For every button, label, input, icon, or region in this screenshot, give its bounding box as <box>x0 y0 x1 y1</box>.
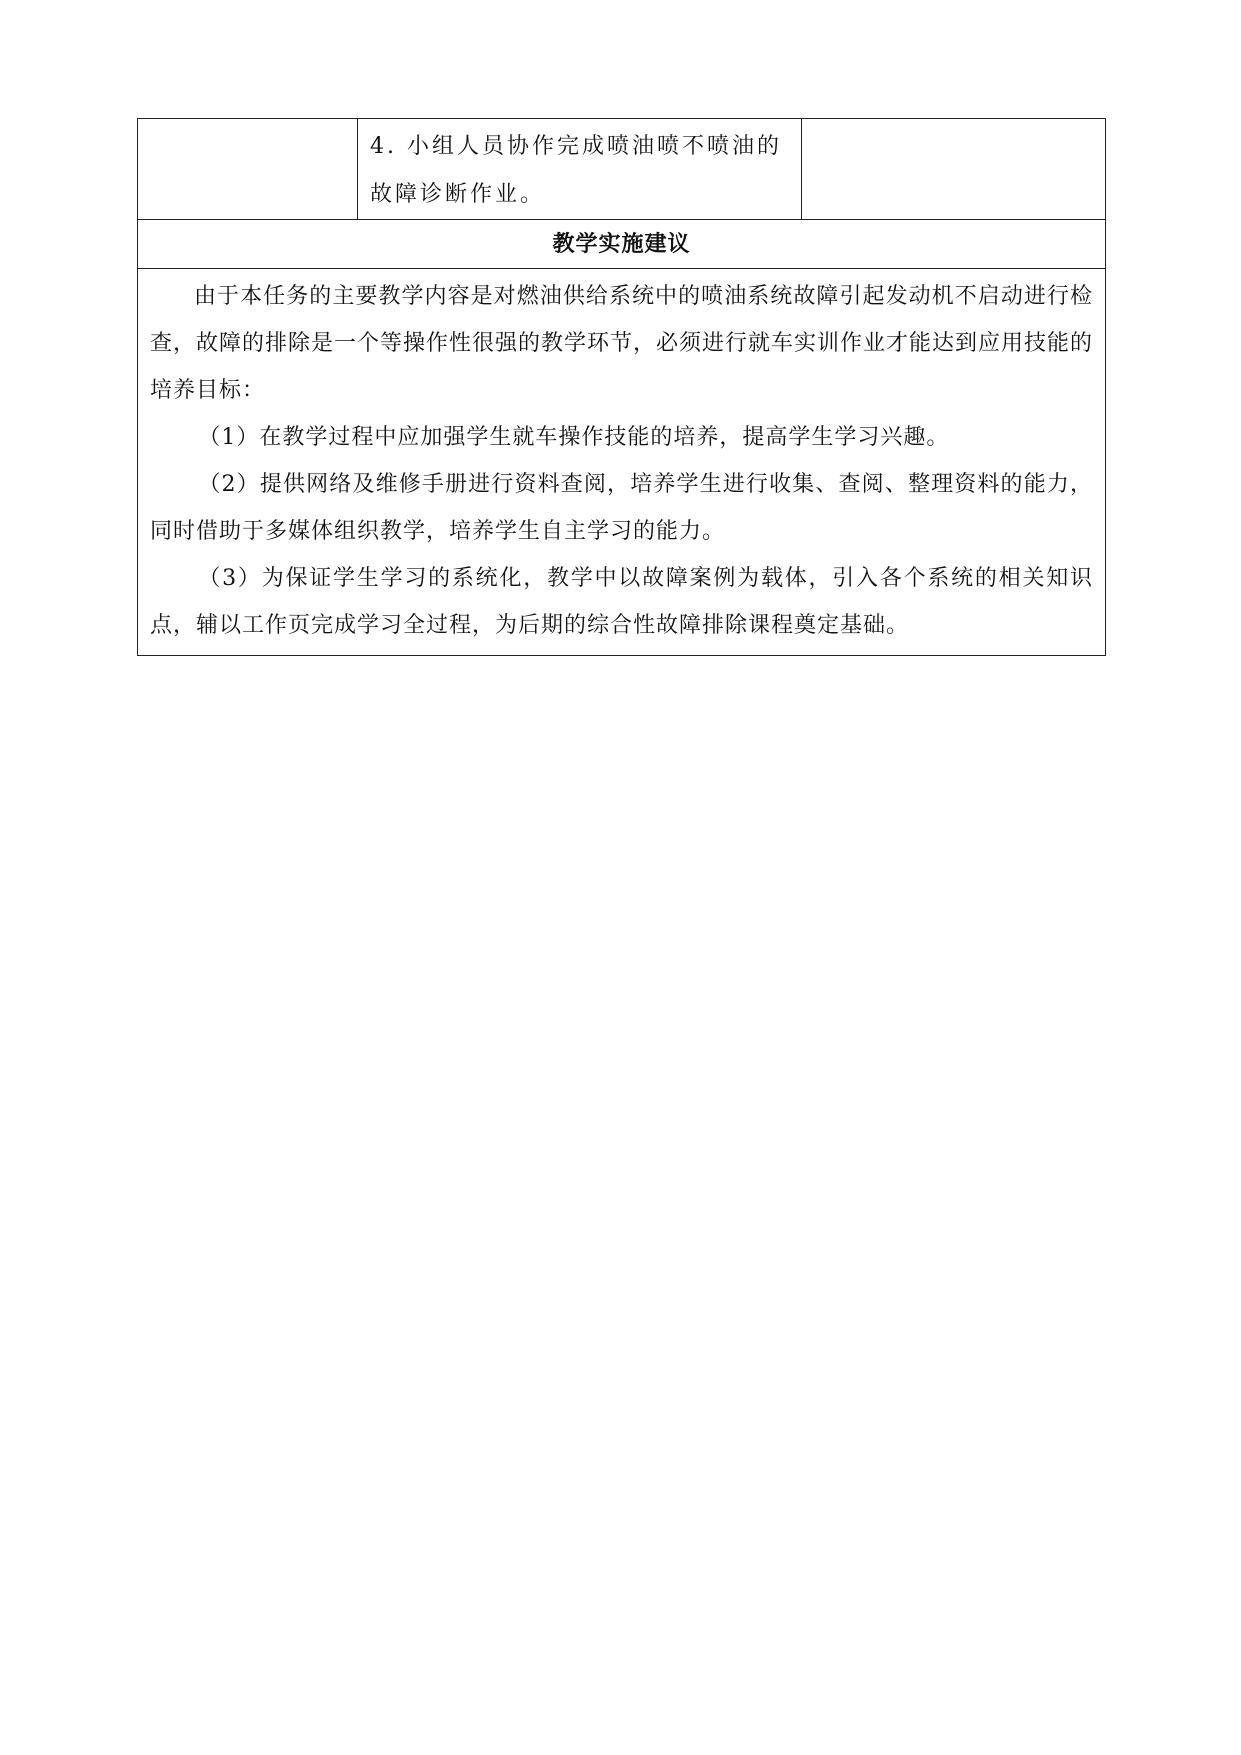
paragraph-item-2: （2）提供网络及维修手册进行资料查阅，培养学生进行收集、查阅、整理资料的能力，同时借助于多媒体组织教学，培养学生自主学习的能力。 <box>150 472 1093 544</box>
cell-text-right <box>802 119 1105 123</box>
cell-text-left <box>138 119 357 123</box>
paragraph-intro: 由于本任务的主要教学内容是对燃油供给系统中的喷油系统故障引起发动机不启动进行检查，故障的排除是一个等操作性很强的教学环节，必须进行就车实训作业才能达到应用技能的培养目标： <box>150 284 1094 403</box>
paragraph-item-1: （1）在教学过程中应加强学生就车操作技能的培养，提高学生学习兴趣。 <box>198 425 950 450</box>
table-row-body <box>138 269 1106 656</box>
paragraph-item-3: （3）为保证学生学习的系统化，教学中以故障案例为载体，引入各个系统的相关知识点，辅以工作页完成学习全过程，为后期的综合性故障排除课程奠定基础。 <box>150 566 1093 638</box>
section-title: 教学实施建议 <box>138 220 1106 269</box>
table-row-section-header <box>138 220 1106 269</box>
table-row <box>138 119 1106 220</box>
table-cell-left <box>138 119 358 220</box>
cell-text-middle: 4. 小组人员协作完成喷油喷不喷油的故障诊断作业。 <box>370 134 782 207</box>
document-table <box>137 118 1106 656</box>
table-cell-middle <box>358 119 802 220</box>
table-cell-right <box>802 119 1106 220</box>
section-body <box>138 269 1106 656</box>
